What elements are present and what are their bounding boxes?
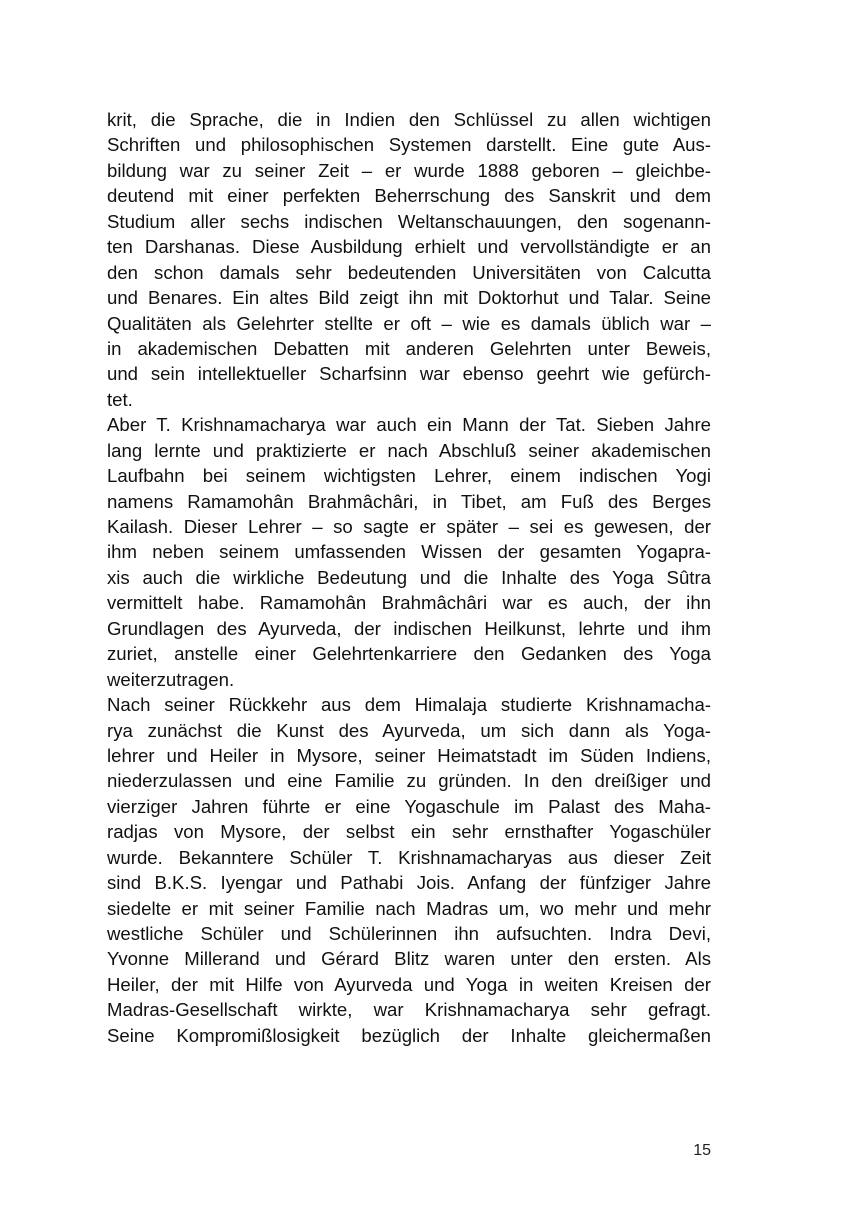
text-line: Nach seiner Rückkehr aus dem Himalaja studierte Krishnamacha- <box>107 694 711 716</box>
text-line: und Benares. Ein altes Bild zeigt ihn mit Doktorhut und Talar. Seine <box>107 287 711 309</box>
text-line: westliche Schüler und Schülerinnen ihn aufsuchten. Indra Devi, <box>107 923 711 944</box>
page-number: 15 <box>693 1142 711 1159</box>
text-line: Yvonne Millerand und Gérard Blitz waren unter den ersten. Als <box>107 948 711 970</box>
text-line: bildung war zu seiner Zeit – er wurde 1888 geboren – gleichbe- <box>107 159 711 181</box>
text-line: wurde. Bekanntere Schüler T. Krishnamacharyas aus dieser Zeit <box>107 846 711 868</box>
text-line: rya zunächst die Kunst des Ayurveda, um sich dann als Yoga- <box>107 719 711 741</box>
paragraph-1 <box>107 107 711 412</box>
text-line: Kailash. Dieser Lehrer – so sagte er später – sei es gewesen, der <box>107 516 711 537</box>
text-line: Seine Kompromißlosigkeit bezüglich der Inhalte gleichermaßen <box>107 1024 711 1046</box>
text-line: ten Darshanas. Diese Ausbildung erhielt und vervollständigte er an <box>107 236 711 258</box>
text-line: niederzulassen und eine Familie zu gründen. In den dreißiger und <box>107 770 711 792</box>
text-line: Grundlagen des Ayurveda, der indischen Heilkunst, lehrte und ihm <box>107 617 711 639</box>
text-line: namens Ramamohân Brahmâchâri, in Tibet, am Fuß des Berges <box>107 490 711 512</box>
text-line: radjas von Mysore, der selbst ein sehr ernsthafter Yogaschüler <box>107 821 711 843</box>
paragraph-2 <box>107 412 711 692</box>
text-line: weiterzutragen. <box>107 668 235 690</box>
text-line: den schon damals sehr bedeutenden Universitäten von Calcutta <box>107 261 711 283</box>
text-line: Aber T. Krishnamacharya war auch ein Mann der Tat. Sieben Jahre <box>107 414 711 436</box>
text-line: und sein intellektueller Scharfsinn war ebenso geehrt wie gefürch- <box>107 363 711 385</box>
text-line: Studium aller sechs indischen Weltanschauungen, den sogenann- <box>107 210 711 232</box>
text-line: tet. <box>107 388 133 410</box>
text-line: Schriften und philosophischen Systemen darstellt. Eine gute Aus- <box>107 134 711 156</box>
text-line: deutend mit einer perfekten Beherrschung des Sanskrit und dem <box>107 185 711 207</box>
text-line: zuriet, anstelle einer Gelehrtenkarriere den Gedanken des Yoga <box>107 643 711 665</box>
text-line: ihm neben seinem umfassenden Wissen der gesamten Yogapra- <box>107 541 711 563</box>
text-line: Qualitäten als Gelehrter stellte er oft – wie es damals üblich war – <box>107 312 711 334</box>
text-line: vierziger Jahren führte er eine Yogaschule im Palast des Maha- <box>107 795 711 817</box>
text-line: sind B.K.S. Iyengar und Pathabi Jois. Anfang der fünfziger Jahre <box>107 872 711 894</box>
text-line: vermittelt habe. Ramamohân Brahmâchâri war es auch, der ihn <box>107 592 711 614</box>
paragraph-3 <box>107 692 711 1048</box>
text-line: lang lernte und praktizierte er nach Abschluß seiner akademischen <box>107 439 711 461</box>
text-line: siedelte er mit seiner Familie nach Madras um, wo mehr und mehr <box>107 897 711 919</box>
text-line: xis auch die wirkliche Bedeutung und die Inhalte des Yoga Sûtra <box>107 566 711 588</box>
body-text <box>107 107 711 1048</box>
text-line: lehrer und Heiler in Mysore, seiner Heimatstadt im Süden Indiens, <box>107 744 711 766</box>
text-line: in akademischen Debatten mit anderen Gelehrten unter Beweis, <box>107 337 711 359</box>
text-line: Laufbahn bei seinem wichtigsten Lehrer, einem indischen Yogi <box>107 465 711 487</box>
text-line: Madras-Gesellschaft wirkte, war Krishnamacharya sehr gefragt. <box>107 999 711 1021</box>
text-line: Heiler, der mit Hilfe von Ayurveda und Yoga in weiten Kreisen der <box>107 973 711 995</box>
text-line: krit, die Sprache, die in Indien den Schlüssel zu allen wichtigen <box>107 109 711 130</box>
